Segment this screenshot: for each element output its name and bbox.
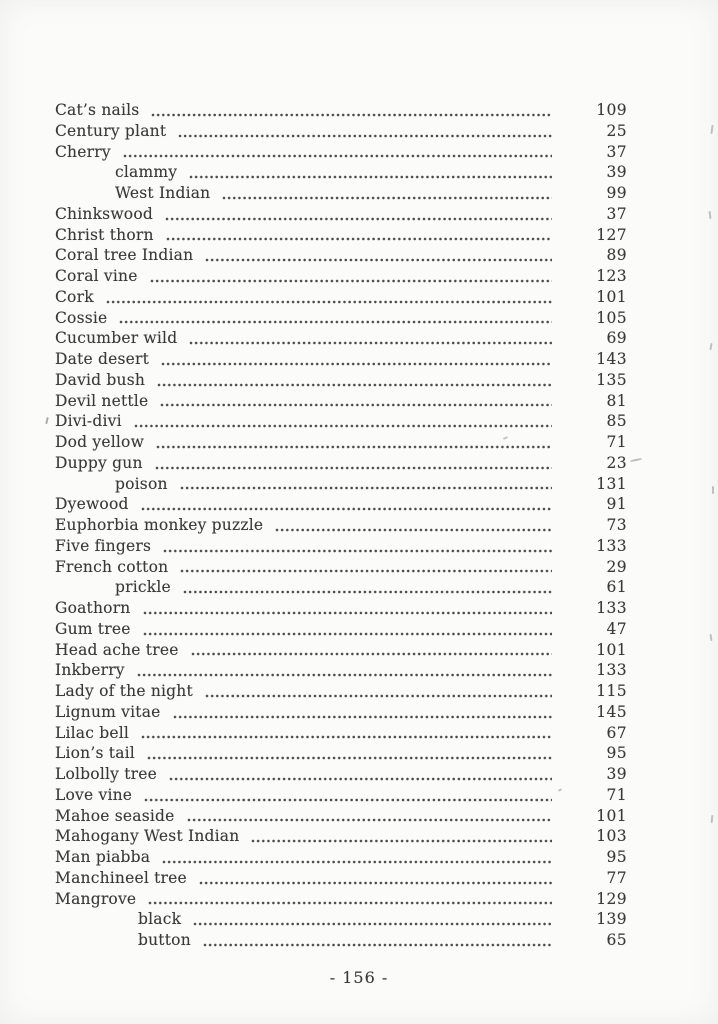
scan-artifact [710, 634, 713, 641]
dot-leader [137, 673, 552, 677]
dot-leader [155, 466, 552, 470]
index-entry [55, 411, 627, 432]
entry-label: Dyewood [55, 495, 129, 514]
entry-page-number: 101 [596, 806, 627, 825]
entry-page-number: 29 [606, 557, 627, 576]
dot-leader [144, 798, 552, 802]
dot-leader [166, 237, 552, 241]
entry-page-number: 61 [606, 578, 627, 597]
dot-leader [199, 881, 552, 885]
entry-label: Devil nettle [55, 391, 149, 410]
entry-page-number: 123 [596, 267, 627, 285]
index-entry [55, 660, 627, 681]
index-entry [55, 930, 627, 951]
dot-leader [180, 569, 552, 573]
index-entry [55, 391, 627, 412]
entry-page-number: 47 [606, 619, 627, 638]
index-entry [55, 162, 627, 183]
entry-page-number: 39 [606, 163, 627, 182]
index-entry [55, 785, 627, 806]
entry-label: poison [115, 474, 168, 493]
index-entry [55, 494, 627, 515]
dot-leader [193, 922, 552, 926]
dot-leader [187, 818, 552, 822]
index-entry [55, 121, 627, 142]
scan-artifact [709, 211, 712, 219]
entry-label: Head ache tree [55, 640, 179, 659]
entry-label: Euphorbia monkey puzzle [55, 516, 264, 534]
dot-leader [169, 777, 552, 781]
entry-page-number: 101 [596, 287, 627, 306]
entry-page-number: 85 [606, 412, 627, 431]
entry-page-number: 133 [596, 536, 627, 555]
dot-leader [205, 694, 552, 698]
entry-label: Goathorn [55, 599, 131, 617]
entry-label: Love vine [55, 785, 133, 804]
index-entry [55, 266, 627, 287]
index-entry [55, 536, 627, 557]
dot-leader [180, 486, 552, 490]
dot-leader [157, 383, 552, 387]
index-entry [55, 328, 627, 349]
index-entry [55, 826, 627, 847]
dot-leader [143, 632, 552, 636]
dot-leader [119, 320, 552, 324]
entry-label: Date desert [55, 350, 150, 368]
entry-page-number: 23 [606, 453, 627, 472]
entry-label: black [138, 910, 182, 929]
entry-page-number: 67 [606, 723, 627, 742]
index-entry [55, 287, 627, 308]
scan-artifact [712, 486, 714, 494]
entry-page-number: 37 [606, 204, 627, 223]
entry-label: Century plant [55, 121, 167, 140]
index-entry [55, 183, 627, 204]
dot-leader [165, 217, 552, 221]
entry-page-number: 65 [606, 931, 627, 949]
entry-label: clammy [115, 163, 178, 182]
index-entry [55, 702, 627, 723]
entry-label: Cossie [55, 308, 108, 327]
entry-label: Cherry [55, 142, 111, 161]
entry-page-number: 95 [606, 848, 627, 866]
index-entry [55, 889, 627, 910]
entry-page-number: 127 [596, 225, 627, 244]
index-entry [55, 204, 627, 225]
dot-leader [151, 113, 552, 117]
entry-label: Coral vine [55, 267, 138, 285]
entry-page-number: 37 [606, 142, 627, 161]
dot-leader [106, 300, 552, 304]
entry-label: prickle [115, 578, 171, 597]
entry-label: David bush [55, 370, 146, 389]
entry-label: Christ thorn [55, 225, 154, 244]
entry-label: Divi-divi [55, 412, 122, 431]
dot-leader [134, 424, 552, 428]
index-entry [55, 557, 627, 578]
entry-label: button [138, 931, 191, 949]
scan-artifact [45, 417, 48, 424]
entry-page-number: 133 [596, 661, 627, 680]
entry-page-number: 69 [606, 329, 627, 348]
index-entry [55, 225, 627, 246]
entry-page-number: 103 [596, 827, 627, 846]
dot-leader [275, 528, 552, 532]
entry-label: Gum tree [55, 619, 131, 638]
entry-label: Mahoe seaside [55, 806, 175, 825]
entry-label: West Indian [115, 184, 211, 202]
entry-page-number: 109 [596, 101, 627, 119]
entry-page-number: 73 [606, 516, 627, 534]
index-entry [55, 142, 627, 163]
dot-leader [163, 549, 552, 553]
index-entry [55, 515, 627, 536]
entry-label: Cork [55, 287, 94, 306]
index-entry [55, 245, 627, 266]
scan-artifact [709, 343, 712, 350]
entry-label: Lilac bell [55, 723, 130, 742]
page-number-footer: - 156 - [329, 968, 389, 987]
scan-artifact [630, 458, 642, 462]
entry-label: Inkberry [55, 661, 125, 680]
index-entry [55, 909, 627, 930]
dot-leader [162, 860, 552, 864]
dot-leader [148, 901, 552, 905]
entry-page-number: 99 [606, 184, 627, 202]
entry-label: Mangrove [55, 889, 137, 908]
dot-leader [156, 445, 552, 449]
entry-page-number: 89 [606, 246, 627, 265]
index-entry [55, 577, 627, 598]
index-entry [55, 681, 627, 702]
entry-page-number: 143 [596, 350, 627, 368]
dot-leader [251, 839, 552, 843]
index-entry [55, 743, 627, 764]
entry-label: Lolbolly tree [55, 765, 158, 783]
entry-label: Lignum vitae [55, 702, 161, 721]
dot-leader [141, 507, 552, 511]
entry-page-number: 105 [596, 308, 627, 327]
dot-leader [150, 279, 552, 283]
index-entry [55, 598, 627, 619]
entry-label: Coral tree Indian [55, 246, 194, 265]
entry-page-number: 129 [596, 889, 627, 908]
entry-label: Lady of the night [55, 682, 193, 700]
entry-label: French cotton [55, 557, 169, 576]
dot-leader [178, 134, 552, 138]
entry-page-number: 81 [606, 391, 627, 410]
dot-leader [205, 258, 552, 262]
index-entry [55, 100, 627, 121]
scan-artifact [711, 815, 714, 823]
entry-page-number: 71 [606, 433, 627, 451]
entry-label: Chinkswood [55, 204, 153, 223]
entry-page-number: 71 [606, 785, 627, 804]
index-entry [55, 868, 627, 889]
dot-leader [161, 362, 552, 366]
dot-leader [147, 756, 552, 760]
dot-leader [123, 154, 552, 158]
index-entry [55, 474, 627, 495]
entry-page-number: 133 [596, 599, 627, 617]
scan-artifact [710, 125, 713, 134]
entry-label: Dod yellow [55, 433, 145, 451]
index-entry [55, 453, 627, 474]
dot-leader [222, 196, 552, 200]
entry-page-number: 101 [596, 640, 627, 659]
entry-page-number: 95 [606, 744, 627, 763]
entry-page-number: 39 [606, 765, 627, 783]
index-entry [55, 806, 627, 827]
index-entry [55, 619, 627, 640]
dot-leader [191, 652, 552, 656]
entry-label: Duppy gun [55, 453, 143, 472]
index-entry [55, 432, 627, 453]
index-list [55, 100, 627, 951]
entry-page-number: 25 [606, 121, 627, 140]
entry-page-number: 91 [606, 495, 627, 514]
dot-leader [160, 403, 552, 407]
entry-page-number: 115 [596, 682, 627, 700]
entry-label: Cat’s nails [55, 101, 140, 119]
dot-leader [141, 735, 552, 739]
entry-page-number: 135 [596, 370, 627, 389]
index-entry [55, 640, 627, 661]
entry-label: Man piabba [55, 848, 151, 866]
index-entry [55, 764, 627, 785]
entry-page-number: 145 [596, 702, 627, 721]
index-entry [55, 723, 627, 744]
entry-label: Cucumber wild [55, 329, 178, 348]
index-entry [55, 370, 627, 391]
dot-leader [143, 611, 553, 615]
entry-label: Five fingers [55, 536, 152, 555]
entry-page-number: 139 [596, 910, 627, 929]
entry-label: Manchineel tree [55, 868, 187, 887]
dot-leader [173, 715, 552, 719]
index-entry [55, 847, 627, 868]
dot-leader [189, 175, 552, 179]
entry-label: Lion’s tail [55, 744, 135, 763]
index-entry [55, 308, 627, 329]
dot-leader [203, 943, 552, 947]
dot-leader [189, 341, 552, 345]
entry-page-number: 131 [596, 474, 627, 493]
index-entry [55, 349, 627, 370]
dot-leader [183, 590, 552, 594]
entry-label: Mahogany West Indian [55, 827, 240, 846]
entry-page-number: 77 [606, 868, 627, 887]
